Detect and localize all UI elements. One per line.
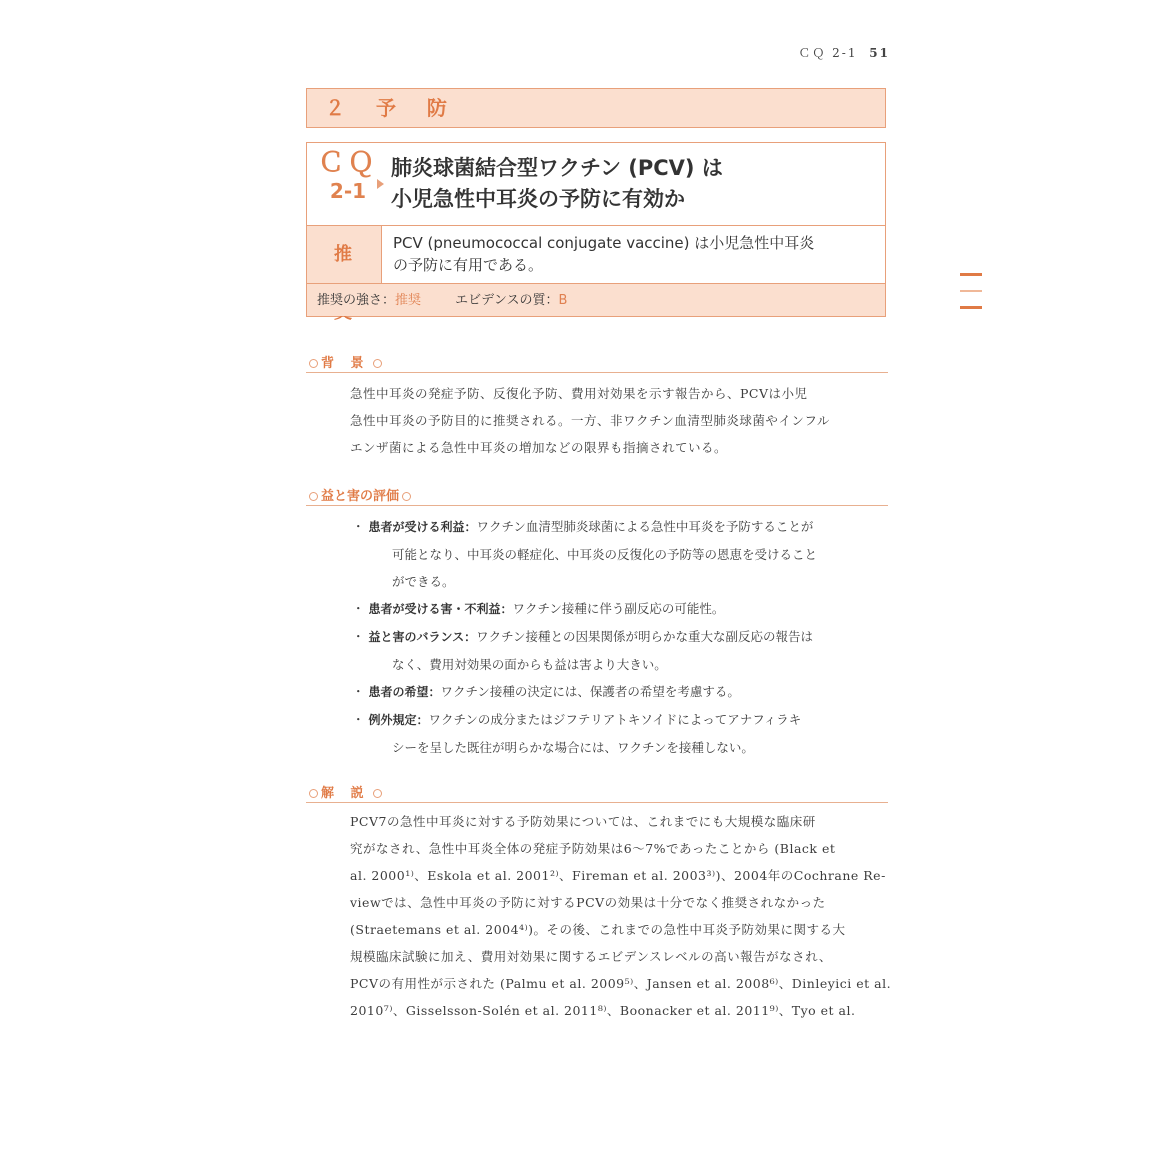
circle-deco-icon [373, 359, 382, 368]
background-heading: 背 景 [306, 352, 888, 373]
text-line: 急性中耳炎の発症予防、反復化予防、費用対効果を示す報告から、PCVは小児 [350, 386, 808, 401]
text-line: al. 2000¹⁾、Eskola et al. 2001²⁾、Fireman et al. 2003³⁾)、2004年のCochrane Re- [350, 868, 886, 883]
commentary-text [350, 808, 890, 1024]
cq-label-top: ＣＱ [317, 148, 378, 178]
recommendation-line: PCV (pneumococcal conjugate vaccine) は小児急性中耳炎 [393, 234, 815, 252]
evidence-value: B [558, 293, 568, 308]
circle-deco-icon [309, 359, 318, 368]
side-index-tab [960, 273, 982, 309]
text-line: 規模臨床試験に加え、費用対効果に関するエビデンスレベルの高い報告がなされ、 [350, 949, 832, 964]
running-head [760, 44, 890, 61]
list-item: ・ 例外規定：ワクチンの成分またはジフテリアトキソイドによってアナフィラキ シーを呈した既往が明らかな場合には、ワクチンを接種しない。 [352, 712, 802, 755]
circle-deco-icon [373, 789, 382, 798]
cq-label [313, 149, 383, 202]
recommendation-label: 推 [307, 226, 382, 284]
cq-title [391, 153, 871, 215]
circle-deco-icon [402, 492, 411, 501]
cq-title-line: 小児急性中耳炎の予防に有効か [391, 187, 685, 211]
triangle-arrow-icon [377, 179, 384, 189]
text-line: エンザ菌による急性中耳炎の増加などの限界も指摘されている。 [350, 440, 728, 455]
evidence-label: エビデンスの質： [455, 293, 559, 308]
background-text [350, 380, 890, 461]
text-line: 2010⁷⁾、Gisselsson-Solén et al. 2011⁸⁾、Boonacker et al. 2011⁹⁾、Tyo et al. [350, 1003, 856, 1018]
strength-label: 推奨の強さ： [317, 293, 396, 308]
text-line: PCV7の急性中耳炎に対する予防効果については、これまでにも大規模な臨床研 [350, 814, 816, 829]
list-item: ・ 患者の希望：ワクチン接種の決定には、保護者の希望を考慮する。 [352, 684, 740, 699]
cq-row [307, 143, 885, 223]
clinical-question-box [306, 142, 886, 317]
cq-title-line: 肺炎球菌結合型ワクチン (PCV) は [391, 156, 723, 180]
section-banner: ２ 予 防 [306, 88, 886, 128]
text-line: viewでは、急性中耳炎の予防に対するPCVの効果は十分でなく推奨されなかった [350, 895, 826, 910]
page-number: 51 [869, 46, 890, 60]
recommendation-row [307, 225, 885, 284]
circle-deco-icon [309, 789, 318, 798]
running-head-label: ＣＱ 2-1 [798, 46, 858, 60]
list-item: ・ 患者が受ける利益：ワクチン血清型肺炎球菌による急性中耳炎を予防することが 可能となり、中耳炎の軽症化、中耳炎の反復化の予防等の恩恵を受けること ができる。 [352, 519, 818, 589]
grade-row [307, 283, 885, 316]
text-line: PCVの有用性が示された (Palmu et al. 2009⁵⁾、Jansen et al. 2008⁶⁾、Dinleyici et al. [350, 976, 892, 991]
commentary-heading: 解 説 [306, 782, 888, 803]
text-line: 究がなされ、急性中耳炎全体の発症予防効果は6～7%であったことから (Black et [350, 841, 836, 856]
benefit-harm-list [352, 513, 892, 761]
recommendation-text [393, 232, 877, 276]
benefit-harm-heading: 益と害の評価 [306, 485, 888, 506]
list-item: ・ 益と害のバランス：ワクチン接種との因果関係が明らかな重大な副反応の報告は なく、費用対効果の面からも益は害より大きい。 [352, 629, 814, 672]
recommendation-line: の予防に有用である。 [393, 256, 544, 274]
list-item: ・ 患者が受ける害・不利益：ワクチン接種に伴う副反応の可能性。 [352, 601, 725, 616]
strength-value: 推奨 [395, 293, 422, 308]
text-line: (Straetemans et al. 2004⁴⁾)。その後、これまでの急性中耳炎予防効果に関する大 [350, 922, 846, 937]
circle-deco-icon [309, 492, 318, 501]
text-line: 急性中耳炎の予防目的に推奨される。一方、非ワクチン血清型肺炎球菌やインフル [350, 413, 830, 428]
cq-label-number: 2-1 [329, 178, 367, 203]
